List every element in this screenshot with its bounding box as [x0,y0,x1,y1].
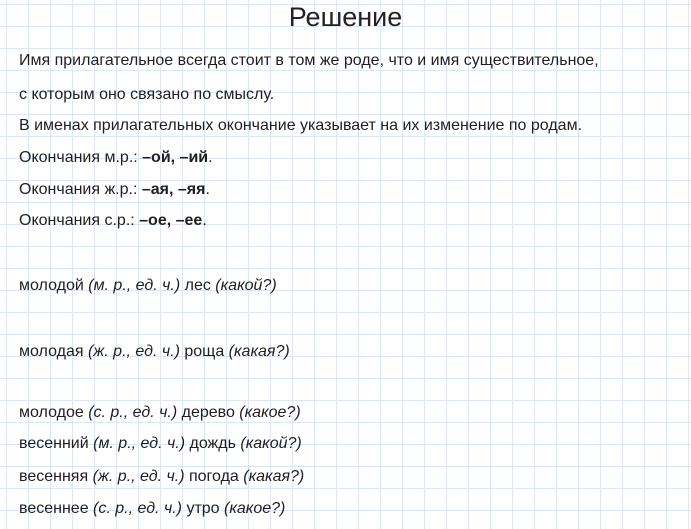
example-adjective: весенний [19,435,94,452]
example-line [19,467,304,487]
example-noun: дерево [177,404,240,421]
ending-feminine [19,180,210,200]
example-grammar-info: (м. р., ед. ч.) [88,277,181,294]
example-question: (какая?) [228,343,290,360]
example-line [19,276,277,296]
example-adjective: молодой [19,277,89,294]
example-question: (какое?) [239,404,301,421]
example-line [19,499,285,519]
example-adjective: молодое [19,404,89,421]
example-question: (какой?) [240,435,302,452]
solution-title: Решение [288,2,403,32]
ending-tail: . [208,149,213,166]
ending-neuter [19,211,207,231]
ending-label: Окончания м.р.: [19,149,143,166]
example-line [19,342,290,362]
rule-line-1: Имя прилагательное всегда стоит в том же роде, что и имя существительное, [19,52,599,69]
example-line [19,403,301,423]
example-question: (какое?) [224,500,286,517]
ending-label: Окончания с.р.: [19,212,140,229]
example-line [19,434,302,454]
example-question: (какой?) [215,277,277,294]
example-adjective: молодая [19,343,88,360]
ending-label: Окончания ж.р.: [19,181,142,198]
example-noun: дождь [185,435,241,452]
ending-value: –ой, –ий [142,149,209,166]
example-grammar-info: (м. р., ед. ч.) [93,435,186,452]
ending-masculine [19,148,213,168]
example-adjective: весеннее [19,500,94,517]
example-noun: роща [179,343,229,360]
example-grammar-info: (с. р., ед. ч.) [93,500,182,517]
example-noun: погода [184,468,244,485]
ending-value: –ая, –яя [141,181,206,198]
ending-value: –ое, –ее [139,212,203,229]
example-grammar-info: (с. р., ед. ч.) [88,404,178,421]
ending-tail: . [202,212,207,229]
example-adjective: весенняя [19,468,93,485]
example-noun: лес [180,277,216,294]
ending-tail: . [205,181,210,198]
example-grammar-info: (ж. р., ед. ч.) [87,343,180,360]
example-grammar-info: (ж. р., ед. ч.) [92,468,185,485]
rule-line-2: с которым оно связано по смыслу. [19,86,275,103]
rule-line-3: В именах прилагательных окончание указывает на их изменение по родам. [19,117,583,134]
example-noun: утро [182,500,225,517]
example-question: (какая?) [243,468,305,485]
